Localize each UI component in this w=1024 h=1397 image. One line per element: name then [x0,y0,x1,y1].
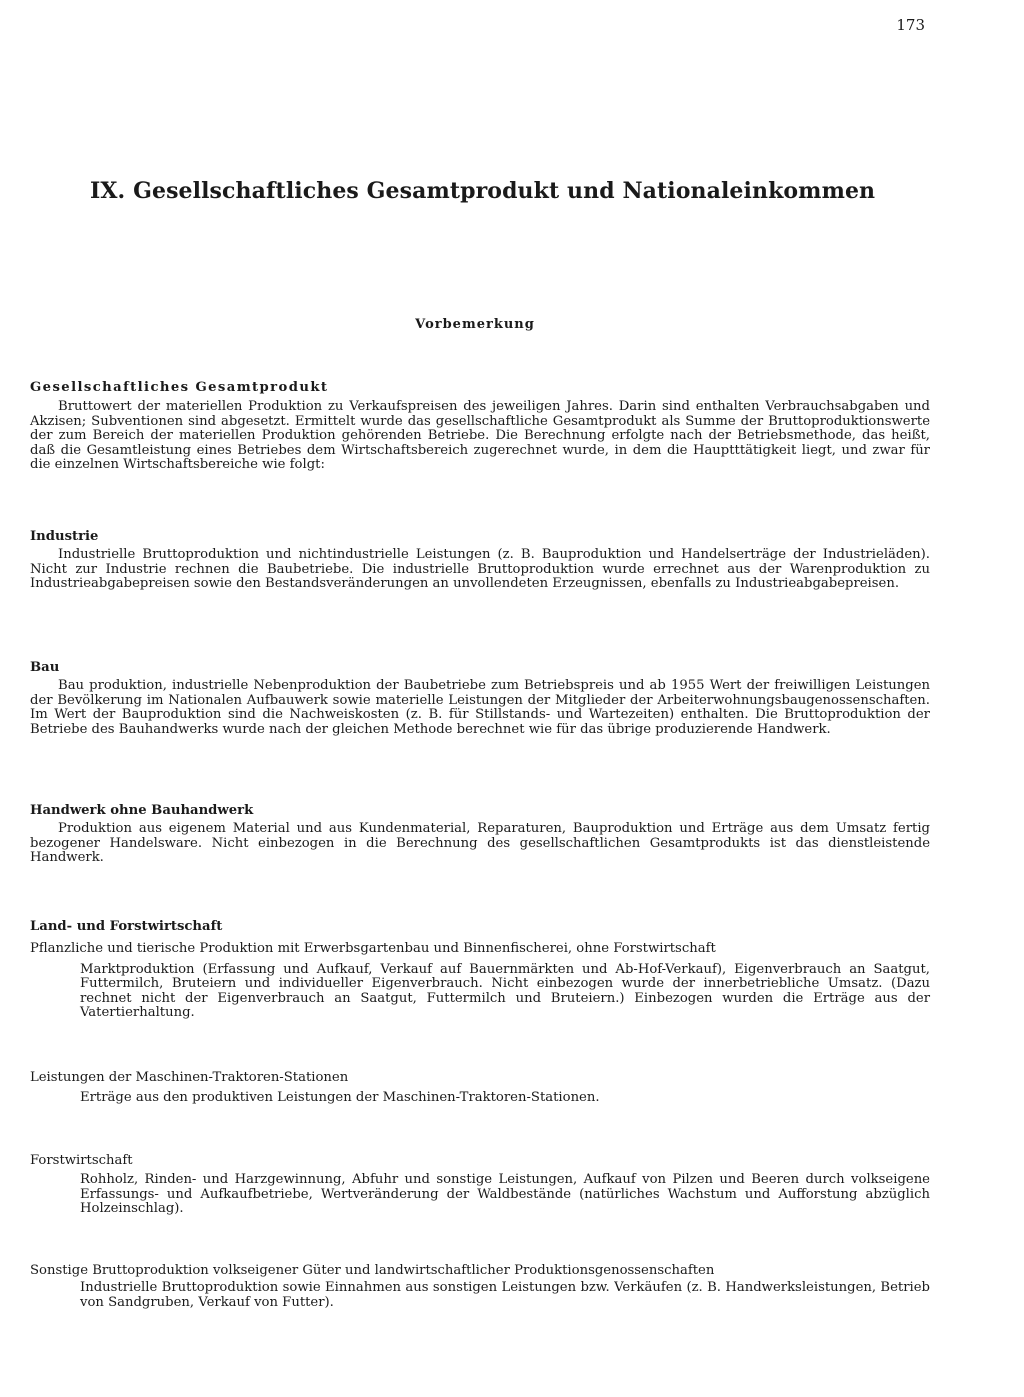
chapter-title: IX. Gesellschaftliches Gesamtprodukt und Nationaleinkommen [90,178,876,204]
section-handwerk [30,804,930,866]
section-heading: Land- und Forstwirtschaft [30,919,223,934]
section-text: Rohholz, Rinden- und Harzgewinnung, Abfuhr und sonstige Leistungen, Aufkauf von Pilzen und Beeren durch volkseigene Erfassungs- und Aufkaufbetriebe, Wertveränderung der Waldbestände (natürliches Wachstum und Aufforstung abzüglich Holzeinschlag). [80,1172,930,1217]
section-subheading: Pflanzliche und tierische Produktion mit Erwerbsgartenbau und Binnenfischerei, ohne Forstwirtschaft [30,941,716,957]
section-heading: Handwerk ohne Bauhandwerk [30,803,254,818]
section-forstwirtschaft [30,1154,930,1217]
section-heading: Bau [30,660,60,675]
section-heading: Gesellschaftliches Gesamtprodukt [30,380,329,395]
section-bau [30,661,930,737]
section-heading: Industrie [30,529,99,544]
section-industrie [30,530,930,592]
section-text: Erträge aus den produktiven Leistungen der Maschinen-Traktoren-Stationen. [80,1090,600,1106]
section-heading: Leistungen der Maschinen-Traktoren-Stationen [30,1070,349,1085]
section-heading: Sonstige Bruttoproduktion volkseigener Güter und landwirtschaftlicher Produktionsgenossenschaften [30,1263,715,1278]
section-text: Bau produktion, industrielle Nebenproduktion der Baubetriebe zum Betriebspreis und ab 1955 Wert der freiwilligen Leistungen der Bevölkerung im Nationalen Aufbauwerk sowie materielle Leistungen der Mitglieder der Arbeiterwohnungsbaugenossenschaften. Im Wert der Bauproduktion sind die Nachweiskosten (z. B. für Stillstands- und Wartezeiten) enthalten. Die Bruttoproduktion der Betriebe des Bauhandwerks wurde nach der gleichen Methode berechnet wie für das übrige produzierende Handwerk. [30,678,930,737]
section-gesamtprodukt [30,381,930,472]
page-number: 173 [896,16,925,34]
section-text: Bruttowert der materiellen Produktion zu Verkaufspreisen des jeweiligen Jahres. Darin sind enthalten Verbrauchsabgaben und Akzisen; Subventionen sind abgesetzt. Ermittelt wurde das gesellschaftliche Gesamtprodukt als Summe der Bruttoproduktionswerte der zum Bereich der materiellen Produktion gehörenden Betriebe. Die Berechnung erfolgte nach der Betriebsmethode, das heißt, daß die Gesamtleistung eines Betriebes dem Wirtschaftsbereich zugerechnet wurde, in dem die Hauptttätigkeit liegt, und zwar für die einzelnen Wirtschaftsbereiche wie folgt: [30,399,930,473]
preliminary-remark-title: Vorbemerkung [415,317,535,332]
section-text: Marktproduktion (Erfassung und Aufkauf, Verkauf auf Bauernmärkten und Ab-Hof-Verkauf), Eigenverbrauch an Saatgut, Futtermilch, Bruteiern und individueller Eigenverbrauch. Nicht einbezogen wurde der innerbetriebliche Umsatz. (Dazu rechnet nicht der Eigenverbrauch an Saatgut, Futtermilch und Bruteiern.) Einbezogen wurden die Erträge aus der Vatertierhaltung. [80,961,930,1021]
section-text: Industrielle Bruttoproduktion sowie Einnahmen aus sonstigen Leistungen bzw. Verkäufen (z. B. Handwerksleistungen, Betrieb von Sandgruben, Verkauf von Futter). [80,1280,930,1310]
section-heading: Forstwirtschaft [30,1153,133,1168]
section-land-forst [30,920,930,1020]
section-mts [30,1071,930,1106]
section-text: Produktion aus eigenem Material und aus Kundenmaterial, Reparaturen, Bauproduktion und Erträge aus dem Umsatz fertig bezogener Handelsware. Nicht einbezogen in die Berechnung des gesellschaftlichen Gesamtprodukts ist das dienstleistende Handwerk. [30,821,930,866]
section-text: Industrielle Bruttoproduktion und nichtindustrielle Leistungen (z. B. Bauproduktion und Handelserträge der Industrieläden). Nicht zur Industrie rechnen die Baubetriebe. Die industrielle Bruttoproduktion wurde errechnet aus der Warenproduktion zu Industrieabgabepreisen sowie den Bestandsveränderungen an unvollendeten Erzeugnissen, ebenfalls zu Industrieabgabepreisen. [30,547,930,592]
section-sonstige [30,1264,930,1310]
